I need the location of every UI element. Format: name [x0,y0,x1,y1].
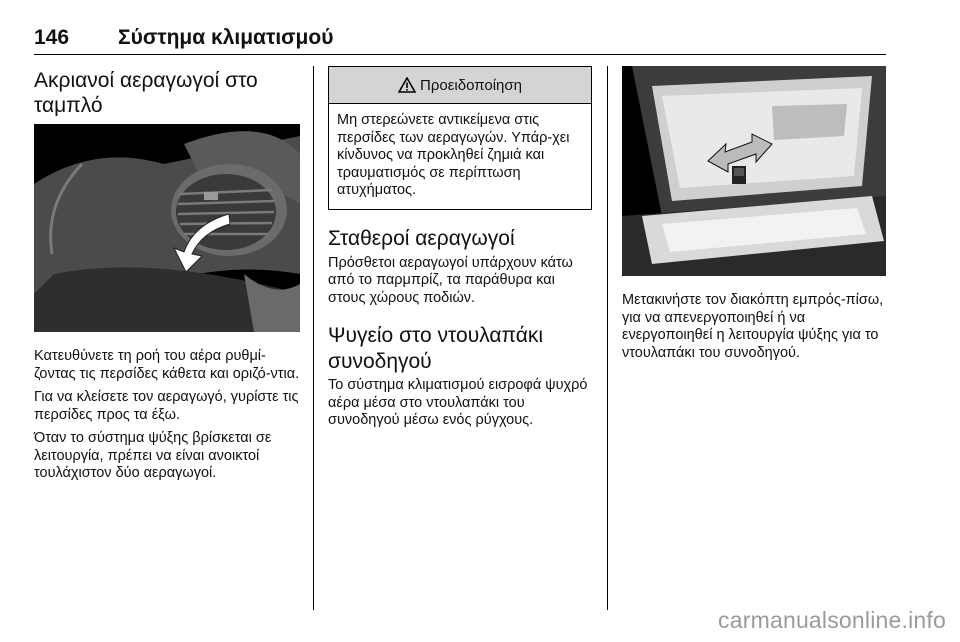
warning-triangle-icon [398,77,416,93]
page-number: 146 [34,26,70,49]
column-divider [607,66,608,610]
glovebox-illustration [622,66,886,276]
page-title: Σύστημα κλιματισμού [118,26,334,49]
column-divider [313,66,314,610]
column-right [622,66,886,362]
column-left [34,66,300,489]
warning-box [328,66,592,210]
caption: Μετακινήστε τον διακόπτη εμπρός-πίσω, για να απενεργοποιηθεί ή να ενεργοποιηθεί η λειτουργία ψύξης για το ντουλαπάκι του συνοδηγού. [622,292,884,361]
paragraph: Όταν το σύστημα ψύξης βρίσκεται σε λειτουργία, πρέπει να είναι ανοικτοί τουλάχιστον δύο αεραγωγοί. [34,430,272,481]
watermark: carmanualsonline.info [718,607,946,633]
paragraph: Κατευθύνετε τη ροή του αέρα ρυθμί-ζοντας τις περσίδες κάθετα και οριζό-ντια. [34,348,300,382]
paragraph: Το σύστημα κλιματισμού εισροφά ψυχρό αέρα μέσα στο ντουλαπάκι του συνοδηγού μέσω ενός ρύγχους. [328,377,588,428]
paragraph: Πρόσθετοι αεραγωγοί υπάρχουν κάτω από το παρμπρίζ, τα παράθυρα και στους χώρους ποδιών. [328,254,573,306]
section-heading-side-vents: Ακριανοί αεραγωγοί στο ταμπλό [34,69,258,117]
section-heading-glovebox-cooler: Ψυγείο στο ντουλαπάκι συνοδηγού [328,324,544,373]
section-heading-fixed-vents: Σταθεροί αεραγωγοί [328,226,515,250]
warning-title: Προειδοποίηση [420,76,522,94]
page-header [34,24,886,55]
warning-body [329,104,591,209]
warning-header [329,67,591,104]
side-vent-illustration [34,124,300,332]
column-middle [328,66,592,430]
paragraph: Για να κλείσετε τον αεραγωγό, γυρίστε τις περσίδες προς τα έξω. [34,389,299,423]
warning-text: Μη στερεώνετε αντικείμενα στις περσίδες των αεραγωγών. Υπάρ-χει κίνδυνος να προκληθεί ζημιά και τραυματισμός σε περίπτωση ατυχήματος. [337,112,570,198]
